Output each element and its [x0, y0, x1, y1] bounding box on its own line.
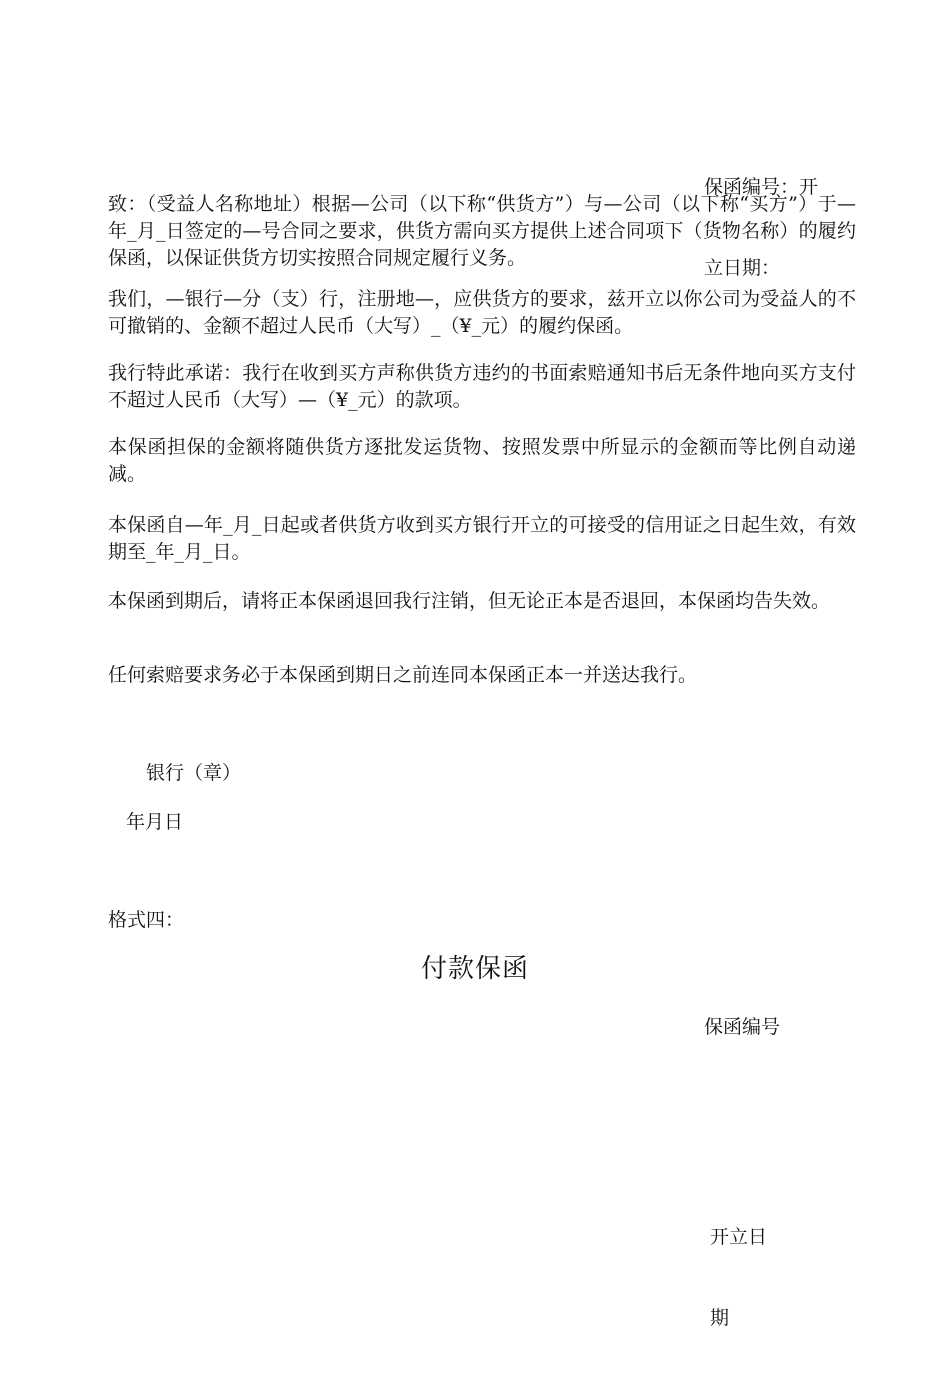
payment-guarantee-title: 付款保函	[420, 954, 529, 984]
bank-seal-line: 银行（章）	[146, 762, 242, 784]
paragraph-bank-promise: 我行特此承诺：我行在收到买方声称供货方违约的书面索赔通知书后无条件地向买方支付不超过人民币（大写）—（¥_元）的款项。	[108, 362, 856, 411]
paragraph-issuing-bank: 我们，—银行—分（支）行，注册地—，应供货方的要求，兹开立以你公司为受益人的不可撤销的、金额不超过人民币（大写）_（¥_元）的履约保函。	[108, 288, 856, 337]
open-date-line-1: 开立日	[710, 1226, 768, 1248]
paragraph-amount-reduction: 本保函担保的金额将随供货方逐批发运货物、按照发票中所显示的金额而等比例自动递减。	[108, 436, 856, 485]
guarantee-no-label: 保函编号：开	[704, 176, 819, 198]
format-four-guarantee-no: 保函编号	[704, 1016, 781, 1038]
open-date-line-2: 期	[710, 1307, 730, 1329]
paragraph-claim-deadline: 任何索赔要求务必于本保函到期日之前连同本保函正本一并送达我行。	[108, 664, 698, 686]
format-four-label: 格式四：	[108, 909, 185, 931]
signature-date: 年月日	[126, 811, 184, 833]
paragraph-return-original: 本保函到期后，请将正本保函退回我行注销，但无论正本是否退回，本保函均告失效。	[108, 590, 831, 612]
paragraph-recipient: 致：（受益人名称地址）根据—公司（以下称“供货方”）与—公司（以下称“买方”）于—年_月_日签定的—号合同之要求，供货方需向买方提供上述合同项下（货物名称）的履约保函，以保证供货方切实按照合同规定履行义务。	[108, 193, 856, 269]
format-four-open-date	[710, 1170, 767, 1386]
paragraph-effective-date: 本保函自—年_月_日起或者供货方收到买方银行开立的可接受的信用证之日起生效，有效期至_年_月_日。	[108, 514, 856, 563]
open-date-label: 立日期：	[704, 257, 781, 279]
